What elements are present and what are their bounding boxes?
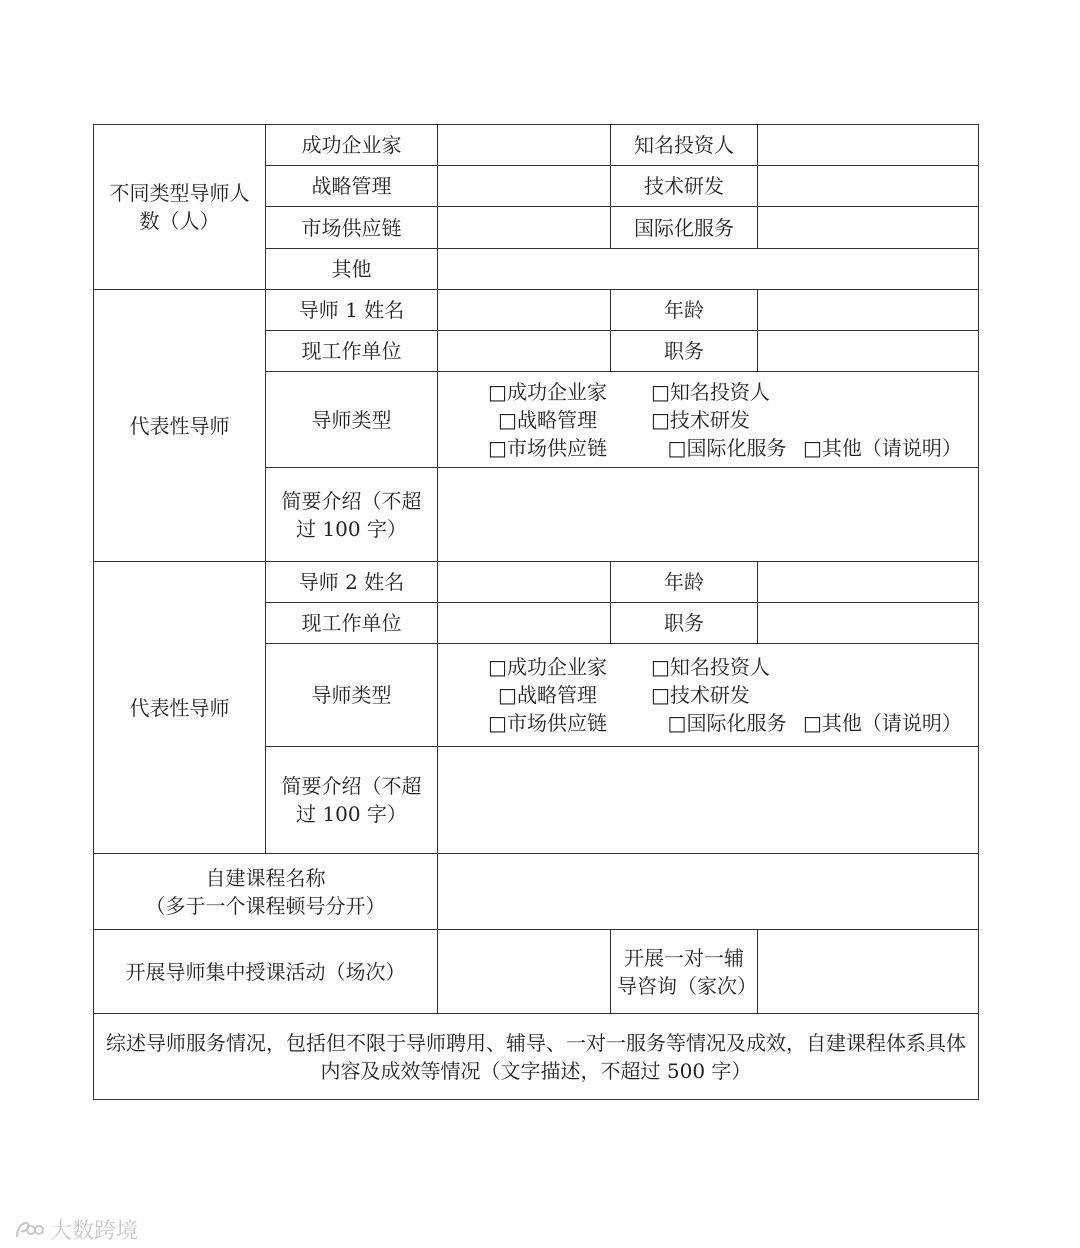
types-header: 不同类型导师人数（人） [94,125,266,290]
mentor2-age-field[interactable] [758,562,979,603]
count-field-intl[interactable] [758,207,979,249]
mentor1-option-other[interactable]: □其他（请说明） [803,435,962,460]
type-label-strategy: 战略管理 [266,166,438,207]
mentor2-option-entrepreneur[interactable]: □成功企业家 [488,655,607,679]
mentor1-option-supply[interactable]: □市场供应链 [488,435,607,460]
mentor1-type-label: 导师类型 [266,372,438,468]
mentor2-position-label: 职务 [611,603,758,644]
type-label-investor: 知名投资人 [611,125,758,166]
mentor2-option-tech[interactable]: □技术研发 [651,683,750,707]
mentor1-position-label: 职务 [611,331,758,372]
mentor2-section-label: 代表性导师 [94,562,266,854]
type-label-supply: 市场供应链 [266,207,438,249]
course-field[interactable] [438,854,979,930]
brand-logo-icon [14,1219,44,1241]
mentor2-option-supply[interactable]: □市场供应链 [488,711,607,735]
course-label [94,854,438,930]
mentor2-intro-label: 简要介绍（不超过 100 字） [266,747,438,854]
count-field-other[interactable] [438,249,979,290]
mentor2-position-field[interactable] [758,603,979,644]
mentor1-position-field[interactable] [758,331,979,372]
mentor1-name-label: 导师 1 姓名 [266,290,438,331]
mentor2-intro-field[interactable] [438,747,979,854]
mentor1-unit-label: 现工作单位 [266,331,438,372]
mentor1-option-intl[interactable]: □国际化服务 [667,435,787,460]
mentor1-type-options [438,372,979,468]
count-field-entrepreneur[interactable] [438,125,611,166]
type-label-intl: 国际化服务 [611,207,758,249]
mentor2-name-label: 导师 2 姓名 [266,562,438,603]
mentor2-type-label: 导师类型 [266,644,438,747]
mentor1-option-strategy[interactable]: □战略管理 [498,407,597,432]
course-label-line1: 自建课程名称 [205,865,326,890]
mentor-form-table [93,124,979,1100]
type-label-other: 其他 [266,249,438,290]
course-label-line2: （多于一个课程顿号分开） [145,893,386,918]
mentor2-type-options [438,644,979,747]
mentor1-age-label: 年龄 [611,290,758,331]
mentor1-intro-field[interactable] [438,468,979,562]
mentor2-option-investor[interactable]: □知名投资人 [651,655,770,679]
mentor1-option-tech[interactable]: □技术研发 [651,407,750,432]
one-on-one-field[interactable] [758,930,979,1014]
group-activity-label: 开展导师集中授课活动（场次） [94,930,438,1014]
mentor2-unit-label: 现工作单位 [266,603,438,644]
group-activity-field[interactable] [438,930,611,1014]
count-field-tech[interactable] [758,166,979,207]
mentor1-unit-field[interactable] [438,331,611,372]
summary-field[interactable]: 综述导师服务情况，包括但不限于导师聘用、辅导、一对一服务等情况及成效，自建课程体系具体内容及成效等情况（文字描述，不超过 500 字） [94,1014,979,1100]
mentor1-age-field[interactable] [758,290,979,331]
count-field-strategy[interactable] [438,166,611,207]
watermark-text: 大数跨境 [50,1219,139,1244]
mentor2-age-label: 年龄 [611,562,758,603]
mentor1-intro-label: 简要介绍（不超过 100 字） [266,468,438,562]
type-label-tech: 技术研发 [611,166,758,207]
mentor1-option-entrepreneur[interactable]: □成功企业家 [488,379,607,404]
type-label-entrepreneur: 成功企业家 [266,125,438,166]
count-field-supply[interactable] [438,207,611,249]
count-field-investor[interactable] [758,125,979,166]
mentor2-option-strategy[interactable]: □战略管理 [498,683,597,707]
mentor2-name-field[interactable] [438,562,611,603]
mentor2-option-intl[interactable]: □国际化服务 [667,711,787,735]
mentor1-name-field[interactable] [438,290,611,331]
mentor2-option-other[interactable]: □其他（请说明） [803,711,962,735]
one-on-one-label: 开展一对一辅导咨询（家次） [611,930,758,1014]
mentor1-section-label: 代表性导师 [94,290,266,562]
mentor1-option-investor[interactable]: □知名投资人 [651,379,770,404]
mentor2-unit-field[interactable] [438,603,611,644]
watermark [14,1214,138,1245]
